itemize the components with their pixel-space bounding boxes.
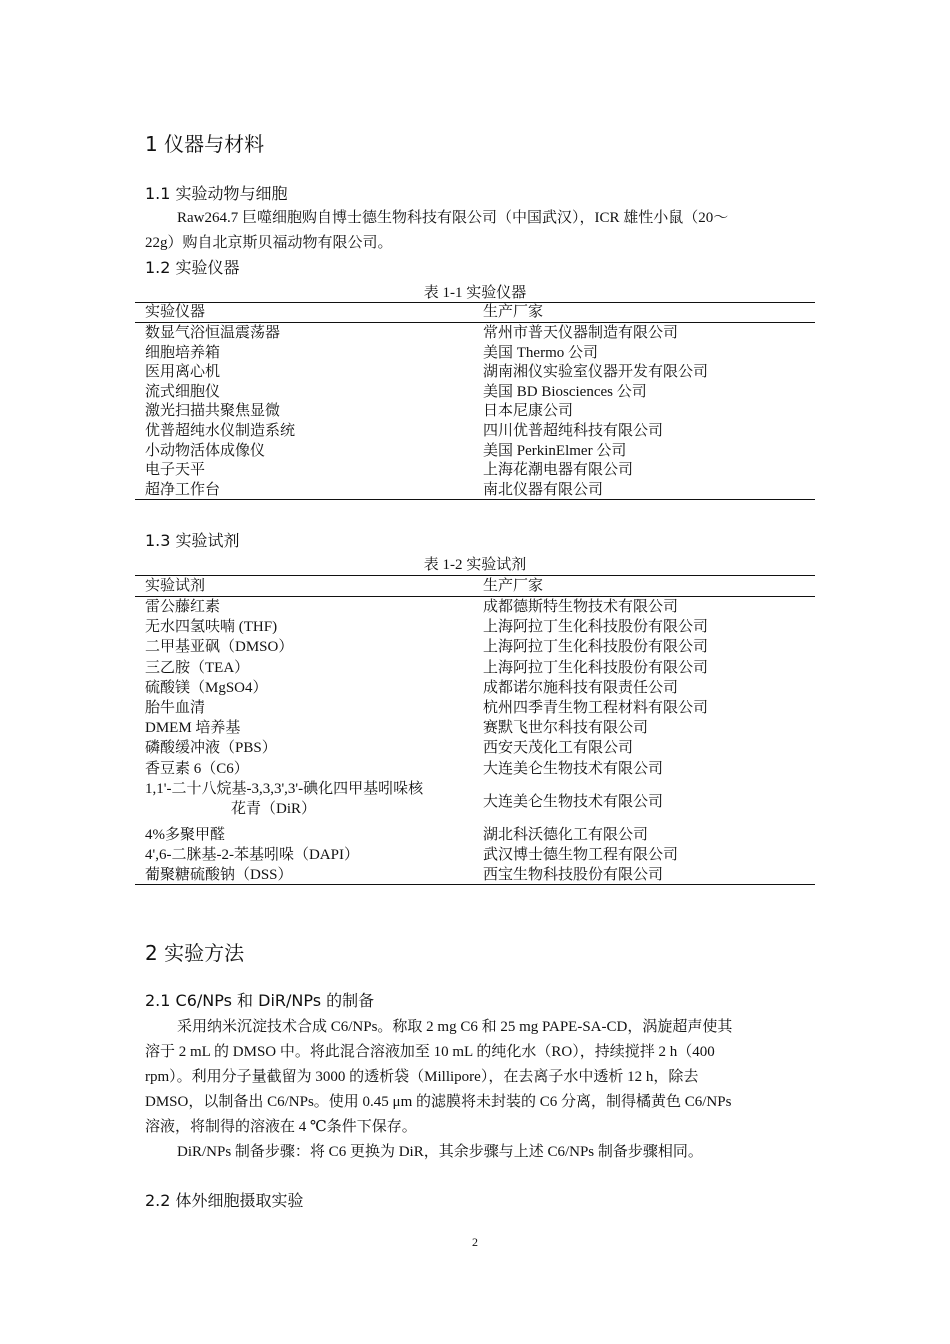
- section-1-heading: 1 仪器与材料: [145, 132, 265, 156]
- table-row: [135, 421, 815, 441]
- table-header-reagent: 实验试剂: [145, 578, 206, 594]
- table-cell-manufacturer: 武汉博士德生物工程有限公司: [483, 847, 679, 863]
- table-row: [135, 759, 815, 779]
- page-number: 2: [472, 1235, 478, 1249]
- table-1-2-caption: 表 1-2 实验试剂: [423, 557, 527, 573]
- table-cell-manufacturer: 上海花潮电器有限公司: [483, 462, 634, 479]
- table-cell-name: 数显气浴恒温震荡器: [145, 325, 281, 341]
- table-cell-manufacturer: 常州市普天仪器制造有限公司: [483, 325, 679, 341]
- table-header-manufacturer: 生产厂家: [483, 304, 544, 320]
- paragraph-2-1-line1: 采用纳米沉淀技术合成 C6/NPs。称取 2 mg C6 和 25 mg PAPE-SA-CD，涡旋超声使其: [177, 1019, 733, 1035]
- table-row: [135, 658, 815, 678]
- table-top-rule: [135, 575, 815, 576]
- subsection-2-2-heading: 2.2 体外细胞摄取实验: [145, 1191, 304, 1210]
- table-1-1-caption: 表 1-1 实验仪器: [423, 285, 527, 301]
- paragraph-1-1-line1: Raw264.7 巨噬细胞购自博士德生物科技有限公司（中国武汉），ICR 雄性小鼠（20～: [177, 210, 729, 226]
- table-cell-manufacturer: 杭州四季青生物工程材料有限公司: [483, 700, 709, 716]
- subsection-2-1-heading: 2.1 C6/NPs 和 DiR/NPs 的制备: [145, 991, 375, 1010]
- table-cell-manufacturer: 成都德斯特生物技术有限公司: [483, 599, 679, 615]
- table-cell-manufacturer: 美国 BD Biosciences 公司: [483, 383, 647, 400]
- paragraph-2-1-line5: 溶液，将制得的溶液在 4 ℃条件下保存。: [145, 1119, 417, 1135]
- paragraph-2-1-line3: rpm）。利用分子量截留为 3000 的透析袋（Millipore），在去离子水中透析 12 h，除去: [145, 1069, 699, 1085]
- table-cell-name: 1,1'-二十八烷基-3,3,3',3'-碘化四甲基吲哚核 花青（DiR）: [145, 780, 424, 817]
- subsection-1-1-heading: 1.1 实验动物与细胞: [145, 184, 288, 203]
- table-cell-name: 优普超纯水仪制造系统: [145, 423, 296, 439]
- table-bottom-rule: [135, 884, 815, 885]
- table-cell-manufacturer: 四川优普超纯科技有限公司: [483, 423, 664, 439]
- table-cell-manufacturer: 赛默飞世尔科技有限公司: [483, 720, 649, 737]
- subsection-1-3-heading: 1.3 实验试剂: [145, 531, 240, 550]
- table-header-instrument: 实验仪器: [145, 304, 206, 320]
- table-cell-manufacturer: 西安天茂化工有限公司: [483, 740, 634, 757]
- table-bottom-rule: [135, 499, 815, 500]
- table-cell-name: 无水四氢呋喃 (THF): [145, 619, 278, 636]
- table-cell-name: 4%多聚甲醛: [145, 826, 225, 843]
- table-cell-name: 医用离心机: [145, 364, 221, 381]
- table-row: [135, 343, 815, 363]
- table-row: [135, 460, 815, 480]
- table-cell-name: 硫酸镁（MgSO4）: [145, 679, 268, 696]
- table-row: [135, 718, 815, 738]
- table-row: [135, 678, 815, 698]
- table-cell-name: 香豆素 6（C6）: [145, 760, 249, 777]
- table-row: [135, 323, 815, 343]
- paragraph-2-1-line4: DMSO，以制备出 C6/NPs。使用 0.45 μm 的滤膜将未封装的 C6 分离，制得橘黄色 C6/NPs: [145, 1094, 732, 1110]
- table-row: [135, 382, 815, 402]
- table-cell-name: 二甲基亚砜（DMSO）: [145, 639, 294, 656]
- subsection-1-2-heading: 1.2 实验仪器: [145, 258, 240, 277]
- table-cell-name: 磷酸缓冲液（PBS）: [145, 740, 277, 757]
- table-cell-manufacturer: 上海阿拉丁生化科技股份有限公司: [483, 639, 709, 656]
- table-row: [135, 825, 815, 845]
- instrument-table: [135, 300, 815, 500]
- table-cell-manufacturer: 大连美仑生物技术有限公司: [483, 793, 664, 810]
- table-cell-name: 雷公藤红素: [145, 599, 221, 615]
- table-cell-name: 三乙胺（TEA）: [145, 659, 250, 676]
- table-row: [135, 362, 815, 382]
- table-cell-name: DMEM 培养基: [145, 720, 241, 737]
- reagent-table: [135, 573, 815, 886]
- table-row: [135, 617, 815, 637]
- table-row: [135, 738, 815, 758]
- table-top-rule: [135, 302, 815, 303]
- table-cell-manufacturer: 日本尼康公司: [483, 403, 574, 420]
- table-row: [135, 637, 815, 657]
- table-row: [135, 441, 815, 461]
- table-cell-manufacturer: 成都诺尔施科技有限责任公司: [483, 679, 679, 696]
- paragraph-2-1-line2: 溶于 2 mL 的 DMSO 中。将此混合溶液加至 10 mL 的纯化水（RO），持续搅拌 2 h（400: [145, 1044, 715, 1060]
- table-cell-name: 葡聚糖硫酸钠（DSS）: [145, 867, 293, 884]
- table-cell-name: 细胞培养箱: [145, 344, 221, 361]
- table-cell-name: 4',6-二脒基-2-苯基吲哚（DAPI）: [145, 847, 359, 863]
- table-row: [135, 480, 815, 500]
- table-row: [135, 779, 815, 825]
- table-cell-manufacturer: 湖南湘仪实验室仪器开发有限公司: [483, 364, 709, 381]
- table-cell-name: 电子天平: [145, 462, 206, 479]
- table-cell-manufacturer: 湖北科沃德化工有限公司: [483, 826, 649, 843]
- table-cell-name: 小动物活体成像仪: [145, 442, 266, 459]
- table-cell-name: 流式细胞仪: [145, 383, 221, 400]
- table-cell-name: 超净工作台: [145, 481, 221, 498]
- table-cell-manufacturer: 美国 Thermo 公司: [483, 344, 598, 361]
- table-cell-manufacturer: 上海阿拉丁生化科技股份有限公司: [483, 659, 709, 676]
- table-cell-name: 激光扫描共聚焦显微: [145, 403, 281, 420]
- table-row: [135, 401, 815, 421]
- table-cell-manufacturer: 大连美仑生物技术有限公司: [483, 760, 664, 777]
- paragraph-2-1-dir: DiR/NPs 制备步骤：将 C6 更换为 DiR，其余步骤与上述 C6/NPs 制备步骤相同。: [177, 1144, 703, 1160]
- table-header-manufacturer: 生产厂家: [483, 578, 544, 594]
- table-cell-manufacturer: 南北仪器有限公司: [483, 481, 604, 498]
- table-cell-name: 胎牛血清: [145, 700, 206, 716]
- section-2-heading: 2 实验方法: [145, 941, 245, 965]
- table-cell-manufacturer: 美国 PerkinElmer 公司: [483, 442, 627, 459]
- table-row: [135, 597, 815, 617]
- table-row: [135, 865, 815, 885]
- table-row: [135, 698, 815, 718]
- table-row: [135, 845, 815, 865]
- table-cell-manufacturer: 西宝生物科技股份有限公司: [483, 867, 664, 884]
- paragraph-1-1-line2: 22g）购自北京斯贝福动物有限公司。: [145, 235, 393, 251]
- table-cell-manufacturer: 上海阿拉丁生化科技股份有限公司: [483, 619, 709, 636]
